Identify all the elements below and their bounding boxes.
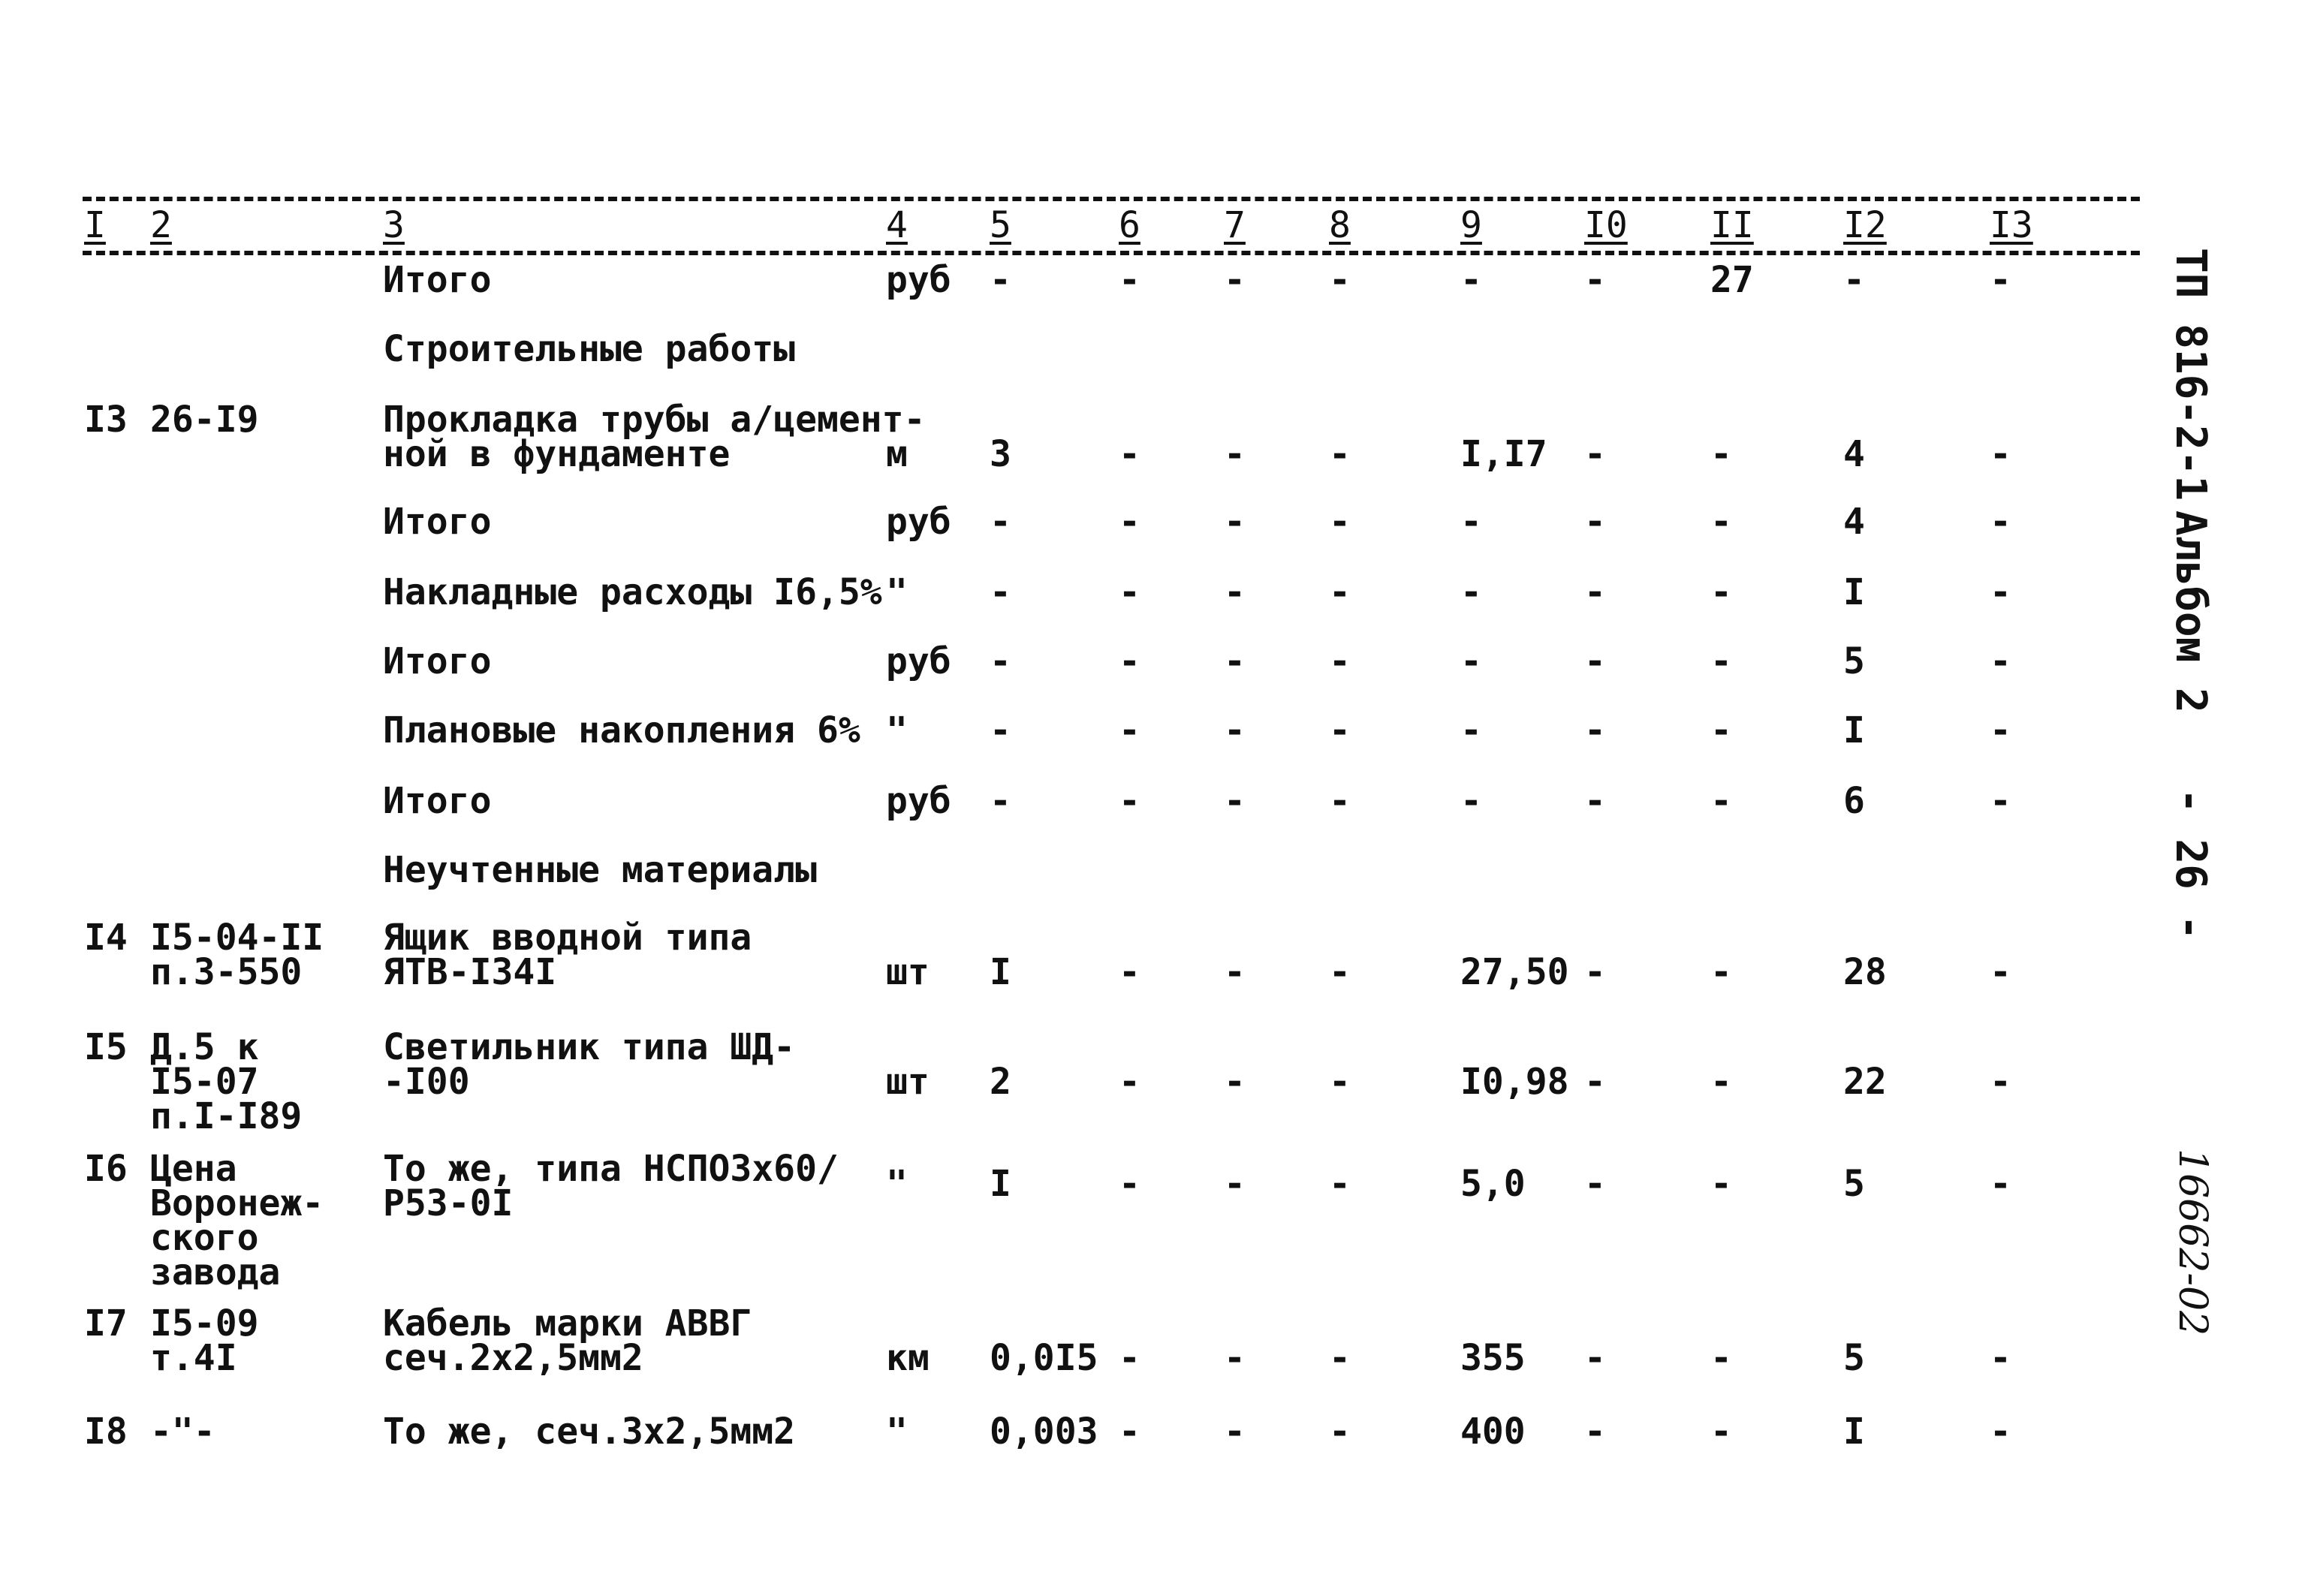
- cell-col-7: -: [1224, 259, 1246, 301]
- cell-col-9: I0,98: [1460, 1061, 1569, 1103]
- cell-col-7: -: [1224, 501, 1246, 543]
- row-unit: руб: [886, 640, 951, 682]
- cell-col-12: I: [1843, 1411, 1865, 1453]
- cell-col-11: -: [1710, 709, 1732, 751]
- row-number: I7: [84, 1302, 128, 1345]
- row-code: I5-04-II п.3-550: [150, 917, 324, 993]
- row-unit: ": [886, 1411, 908, 1453]
- cell-col-12: 22: [1843, 1061, 1887, 1103]
- row-code: I5-09 т.4I: [150, 1302, 259, 1379]
- cell-col-5: 3: [990, 433, 1011, 475]
- cell-col-6: -: [1119, 780, 1140, 822]
- cell-col-11: -: [1710, 433, 1732, 475]
- row-description: Итого: [383, 259, 492, 301]
- cell-col-10: -: [1584, 780, 1606, 822]
- cell-col-10: -: [1584, 640, 1606, 682]
- cell-col-9: -: [1460, 709, 1482, 751]
- cell-col-10: -: [1584, 709, 1606, 751]
- row-code: Д.5 к I5-07 п.I-I89: [150, 1026, 303, 1137]
- cell-col-11: -: [1710, 1411, 1732, 1453]
- cell-col-7: -: [1224, 951, 1246, 993]
- col-header-12: I2: [1843, 204, 1887, 246]
- sheet-number: 16662-02: [2170, 1149, 2215, 1336]
- cell-col-7: -: [1224, 433, 1246, 475]
- row-unit: ": [886, 571, 908, 613]
- col-header-9: 9: [1460, 204, 1482, 246]
- cell-col-11: -: [1710, 780, 1732, 822]
- row-description: Итого: [383, 501, 492, 543]
- row-description: Кабель марки АВВГ сеч.2х2,5мм2: [383, 1302, 752, 1379]
- cell-col-6: -: [1119, 640, 1140, 682]
- cell-col-9: I,I7: [1460, 433, 1547, 475]
- side-margin: [2166, 248, 2260, 1374]
- cell-col-5: I: [990, 1163, 1011, 1205]
- cell-col-9: -: [1460, 501, 1482, 543]
- row-description: Неучтенные материалы: [383, 849, 817, 891]
- cell-col-7: -: [1224, 1061, 1246, 1103]
- cell-col-6: -: [1119, 259, 1140, 301]
- cell-col-10: -: [1584, 433, 1606, 475]
- cell-col-8: -: [1329, 1163, 1351, 1205]
- row-unit: руб: [886, 780, 951, 822]
- cell-col-5: -: [990, 640, 1011, 682]
- cell-col-12: 5: [1843, 1163, 1865, 1205]
- row-description: Итого: [383, 640, 492, 682]
- row-description: Итого: [383, 780, 492, 822]
- cell-col-12: 28: [1843, 951, 1887, 993]
- cell-col-12: 5: [1843, 640, 1865, 682]
- row-number: I8: [84, 1411, 128, 1453]
- cell-col-9: -: [1460, 780, 1482, 822]
- cell-col-10: -: [1584, 1163, 1606, 1205]
- page-number: - 26 -: [2166, 788, 2215, 941]
- cell-col-6: -: [1119, 951, 1140, 993]
- cell-col-6: -: [1119, 709, 1140, 751]
- cell-col-8: -: [1329, 1411, 1351, 1453]
- cell-col-13: -: [1990, 709, 2011, 751]
- cell-col-8: -: [1329, 640, 1351, 682]
- row-number: I4: [84, 917, 128, 959]
- cell-col-7: -: [1224, 1411, 1246, 1453]
- row-unit: руб: [886, 501, 951, 543]
- cell-col-13: -: [1990, 501, 2011, 543]
- cell-col-8: -: [1329, 433, 1351, 475]
- row-code: Цена Воронеж- ского завода: [150, 1148, 324, 1293]
- row-description: Строительные работы: [383, 328, 796, 370]
- cell-col-6: -: [1119, 501, 1140, 543]
- cell-col-7: -: [1224, 571, 1246, 613]
- cell-col-13: -: [1990, 571, 2011, 613]
- row-unit: ": [886, 709, 908, 751]
- cell-col-11: -: [1710, 640, 1732, 682]
- col-header-3: 3: [383, 204, 405, 246]
- cell-col-6: -: [1119, 1337, 1140, 1379]
- cell-col-5: -: [990, 571, 1011, 613]
- cell-col-13: -: [1990, 780, 2011, 822]
- col-header-13: I3: [1990, 204, 2033, 246]
- cell-col-6: -: [1119, 1163, 1140, 1205]
- row-code: 26-I9: [150, 399, 259, 441]
- row-number: I3: [84, 399, 128, 441]
- cell-col-13: -: [1990, 640, 2011, 682]
- cell-col-12: I: [1843, 709, 1865, 751]
- row-unit: шт: [886, 1061, 930, 1103]
- cell-col-10: -: [1584, 571, 1606, 613]
- cell-col-12: 5: [1843, 1337, 1865, 1379]
- cell-col-13: -: [1990, 433, 2011, 475]
- cell-col-8: -: [1329, 1337, 1351, 1379]
- cell-col-12: I: [1843, 571, 1865, 613]
- cell-col-12: 4: [1843, 501, 1865, 543]
- cell-col-8: -: [1329, 780, 1351, 822]
- cell-col-13: -: [1990, 259, 2011, 301]
- row-description: То же, типа НСПО3х60/ Р53-0I: [383, 1148, 839, 1224]
- cell-col-9: 5,0: [1460, 1163, 1526, 1205]
- cell-col-7: -: [1224, 1337, 1246, 1379]
- cell-col-10: -: [1584, 259, 1606, 301]
- col-header-8: 8: [1329, 204, 1351, 246]
- row-unit: шт: [886, 951, 930, 993]
- cell-col-5: -: [990, 709, 1011, 751]
- col-header-11: II: [1710, 204, 1754, 246]
- col-header-4: 4: [886, 204, 908, 246]
- row-unit: м: [886, 433, 908, 475]
- cell-col-6: -: [1119, 1411, 1140, 1453]
- cell-col-7: -: [1224, 640, 1246, 682]
- cell-col-10: -: [1584, 1337, 1606, 1379]
- cell-col-6: -: [1119, 1061, 1140, 1103]
- cell-col-11: -: [1710, 1337, 1732, 1379]
- cell-col-9: -: [1460, 571, 1482, 613]
- cell-col-5: I: [990, 951, 1011, 993]
- cell-col-9: 400: [1460, 1411, 1526, 1453]
- row-description: Светильник типа ШД- -I00: [383, 1026, 796, 1103]
- cell-col-7: -: [1224, 1163, 1246, 1205]
- cell-col-11: -: [1710, 571, 1732, 613]
- cell-col-8: -: [1329, 571, 1351, 613]
- cell-col-10: -: [1584, 1411, 1606, 1453]
- cell-col-7: -: [1224, 709, 1246, 751]
- cell-col-12: 6: [1843, 780, 1865, 822]
- row-unit: руб: [886, 259, 951, 301]
- cell-col-11: -: [1710, 501, 1732, 543]
- cell-col-8: -: [1329, 501, 1351, 543]
- row-number: I5: [84, 1026, 128, 1068]
- cell-col-9: -: [1460, 640, 1482, 682]
- cell-col-11: -: [1710, 951, 1732, 993]
- col-header-2: 2: [150, 204, 172, 246]
- cell-col-12: 4: [1843, 433, 1865, 475]
- cell-col-8: -: [1329, 951, 1351, 993]
- cell-col-13: -: [1990, 951, 2011, 993]
- row-code: -"-: [150, 1411, 215, 1453]
- row-description: Ящик вводной типа ЯТВ-I34I: [383, 917, 752, 993]
- col-header-1: I: [84, 204, 106, 246]
- cell-col-13: -: [1990, 1061, 2011, 1103]
- row-unit: ": [886, 1163, 908, 1205]
- col-header-10: I0: [1584, 204, 1628, 246]
- album-code: ТП 816-2-1: [2166, 248, 2215, 501]
- cell-col-9: -: [1460, 259, 1482, 301]
- cell-col-13: -: [1990, 1411, 2011, 1453]
- cell-col-12: -: [1843, 259, 1865, 301]
- cell-col-10: -: [1584, 951, 1606, 993]
- row-description: Прокладка трубы а/цемент- ной в фундаменте: [383, 399, 926, 475]
- cell-col-9: 27,50: [1460, 951, 1569, 993]
- cell-col-5: -: [990, 259, 1011, 301]
- cell-col-8: -: [1329, 709, 1351, 751]
- col-header-6: 6: [1119, 204, 1140, 246]
- cell-col-5: 0,003: [990, 1411, 1098, 1453]
- col-header-7: 7: [1224, 204, 1246, 246]
- cell-col-10: -: [1584, 1061, 1606, 1103]
- cell-col-13: -: [1990, 1163, 2011, 1205]
- cell-col-6: -: [1119, 433, 1140, 475]
- row-number: I6: [84, 1148, 128, 1190]
- cell-col-8: -: [1329, 1061, 1351, 1103]
- album-label: Альбом 2: [2166, 510, 2215, 713]
- cell-col-6: -: [1119, 571, 1140, 613]
- row-description: Накладные расходы I6,5%: [383, 571, 882, 613]
- cell-col-8: -: [1329, 259, 1351, 301]
- cell-col-9: 355: [1460, 1337, 1526, 1379]
- row-unit: км: [886, 1337, 930, 1379]
- cell-col-11: 27: [1710, 259, 1754, 301]
- cell-col-5: 0,0I5: [990, 1337, 1098, 1379]
- cell-col-11: -: [1710, 1163, 1732, 1205]
- cell-col-10: -: [1584, 501, 1606, 543]
- cell-col-5: -: [990, 501, 1011, 543]
- col-header-5: 5: [990, 204, 1011, 246]
- cell-col-5: -: [990, 780, 1011, 822]
- row-description: То же, сеч.3х2,5мм2: [383, 1411, 796, 1453]
- row-description: Плановые накопления 6%: [383, 709, 860, 751]
- cell-col-5: 2: [990, 1061, 1011, 1103]
- cell-col-13: -: [1990, 1337, 2011, 1379]
- cell-col-7: -: [1224, 780, 1246, 822]
- cell-col-11: -: [1710, 1061, 1732, 1103]
